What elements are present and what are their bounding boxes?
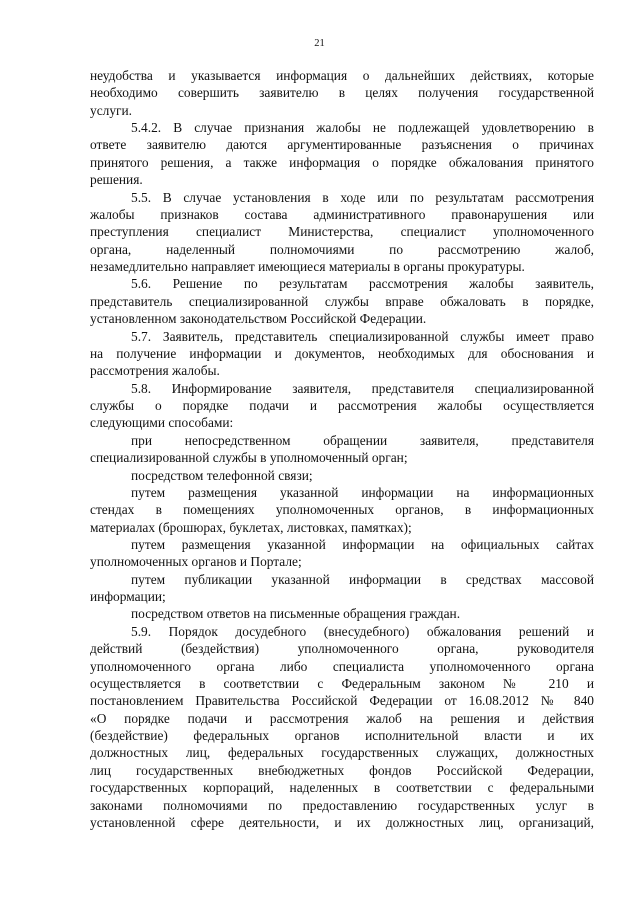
text-line: незамедлительно направляет имеющиеся материалы в органы прокуратуры.: [90, 259, 525, 275]
text-line: (бездействие) федеральных органов исполнительной власти и их: [90, 728, 594, 744]
text-line: государственных корпораций, наделенных в соответствии с федеральными: [90, 780, 594, 796]
text-line: лиц государственных внебюджетных фондов Российской Федерации,: [90, 762, 594, 778]
text-line: материалах (брошюрах, буклетах, листовках, памятках);: [90, 519, 412, 535]
text-line: установленном законодательством Российской Федерации.: [90, 311, 427, 327]
text-line: постановлением Правительства Российской Федерации от 16.08.2012 № 840: [90, 693, 594, 709]
text-line: принятого решения, а также информация о порядке обжалования принятого: [90, 154, 594, 170]
text-line: 5.7. Заявитель, представитель специализированной службы имеет право: [131, 328, 594, 344]
text-line: необходимо совершить заявителю в целях получения государственной: [90, 85, 594, 101]
text-line: решения.: [90, 172, 143, 188]
text-line: посредством ответов на письменные обращения граждан.: [131, 606, 461, 622]
text-line: уполномоченных органов и Портале;: [90, 554, 302, 570]
text-line: при непосредственном обращении заявителя, представителя: [131, 432, 594, 448]
text-line: следующими способами:: [90, 415, 234, 431]
text-line: «О порядке подачи и рассмотрения жалоб на решения и действия: [90, 710, 594, 726]
text-line: преступления специалист Министерства, специалист уполномоченного: [90, 224, 594, 240]
text-line: рассмотрения жалобы.: [90, 363, 220, 379]
text-line: установленной сфере деятельности, и их должностных лиц, организаций,: [90, 814, 594, 830]
text-line: жалобы признаков состава административного правонарушения или: [90, 206, 594, 222]
text-line: осуществляется в соответствии с Федеральным законом № 210 и: [90, 675, 594, 691]
text-line: путем размещения указанной информации на информационных: [131, 484, 594, 500]
text-line: посредством телефонной связи;: [131, 467, 313, 483]
text-line: представитель специализированной службы вправе обжаловать в порядке,: [90, 293, 594, 309]
text-line: услуги.: [90, 102, 133, 118]
text-line: путем размещения указанной информации на официальных сайтах: [131, 536, 594, 552]
text-line: законами полномочиями по предоставлению государственных услуг в: [90, 797, 594, 813]
page-number: 21: [314, 38, 325, 49]
text-line: должностных лиц, федеральных государственных служащих, должностных: [90, 745, 594, 761]
text-line: действий (бездействия) уполномоченного органа, руководителя: [90, 641, 594, 657]
text-line: 5.6. Решение по результатам рассмотрения жалобы заявитель,: [131, 276, 594, 292]
text-line: неудобства и указывается информация о дальнейших действиях, которые: [90, 68, 594, 83]
text-line: 5.5. В случае установления в ходе или по результатам рассмотрения: [131, 189, 594, 205]
text-line: 5.9. Порядок досудебного (внесудебного) обжалования решений и: [131, 623, 594, 639]
text-line: специализированной службы в уполномоченный орган;: [90, 450, 408, 466]
text-line: информации;: [90, 589, 166, 605]
text-line: 5.4.2. В случае признания жалобы не подлежащей удовлетворению в: [131, 120, 594, 136]
text-line: службы о порядке подачи и рассмотрения жалобы осуществляется: [90, 398, 594, 414]
text-line: уполномоченного органа либо специалиста уполномоченного органа: [90, 658, 594, 674]
text-line: органа, наделенный полномочиями по рассмотрению жалоб,: [90, 241, 594, 257]
text-line: 5.8. Информирование заявителя, представителя специализированной: [131, 380, 594, 396]
text-line: путем публикации указанной информации в средствах массовой: [131, 571, 594, 587]
text-line: стендах в помещениях уполномоченных органов, в информационных: [90, 502, 594, 518]
text-line: ответе заявителю даются аргументированные разъяснения о причинах: [90, 137, 594, 153]
text-line: на получение информации и документов, необходимых для обоснования и: [90, 345, 594, 361]
